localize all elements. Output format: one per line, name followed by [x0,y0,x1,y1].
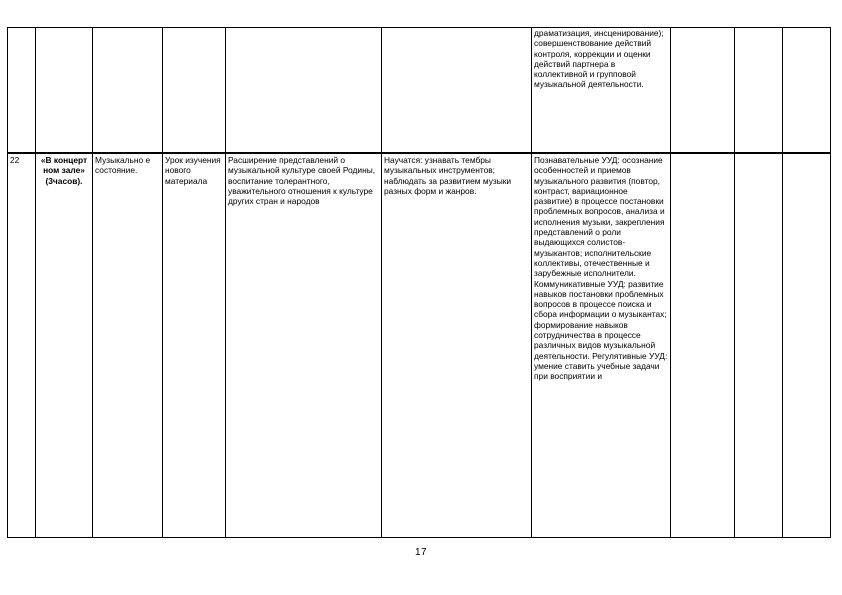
cell-personal-results: Расширение представлений о музыкальной культуре своей Родины, воспитание толерантного, уважительного отношения к культуре других стран и народов [226,153,382,538]
table-row-22 [8,153,831,538]
cell-personal-results [226,28,382,154]
cell-topic: «В концерт ном зале» (3часов). [36,153,93,538]
cell-subject-results [382,28,532,154]
cell-uud: драматизация, инсценирование); совершенствование действий контроля, коррекции и оценки действий партнера в коллективной и групповой музыкальной деятельности. [532,28,671,154]
cell-topic [36,28,93,154]
cell-uud: Познавательные УУД: осознание особенностей и приемов музыкального развития (повтор, контраст, вариационное развитие) в процессе постановки проблемных вопросов, анализа и исполнения музыки, закрепления представлений о роли выдающихся солистов-музыкантов; исполнительские коллективы, отечественные и зарубежные исполнители. Коммуникативные УУД: развитие навыков постановки проблемных вопросов в процессе поиска и сбора информации о музыкантах; формирование навыков сотрудничества в процессе различных видов музыкальной деятельности. Регулятивные УУД: умение ставить учебные задачи при восприятии и [532,153,671,538]
cell-number: 22 [8,153,36,538]
cell-subject: Музыкально е состояние. [93,153,163,538]
cell-empty-3 [783,28,831,154]
cell-number [8,28,36,154]
page-number: 17 [414,547,428,558]
cell-empty-2 [735,153,783,538]
cell-subject-results: Научатся: узнавать тембры музыкальных инструментов; наблюдать за развитием музыки разных форм и жанров. [382,153,532,538]
cell-empty-3 [783,153,831,538]
cell-empty-2 [735,28,783,154]
cell-lesson-type [163,28,226,154]
cell-lesson-type: Урок изучения нового материала [163,153,226,538]
cell-empty-1 [671,28,735,154]
cell-empty-1 [671,153,735,538]
table-row-continuation [8,28,831,154]
lesson-plan-table [7,27,831,538]
cell-subject [93,28,163,154]
